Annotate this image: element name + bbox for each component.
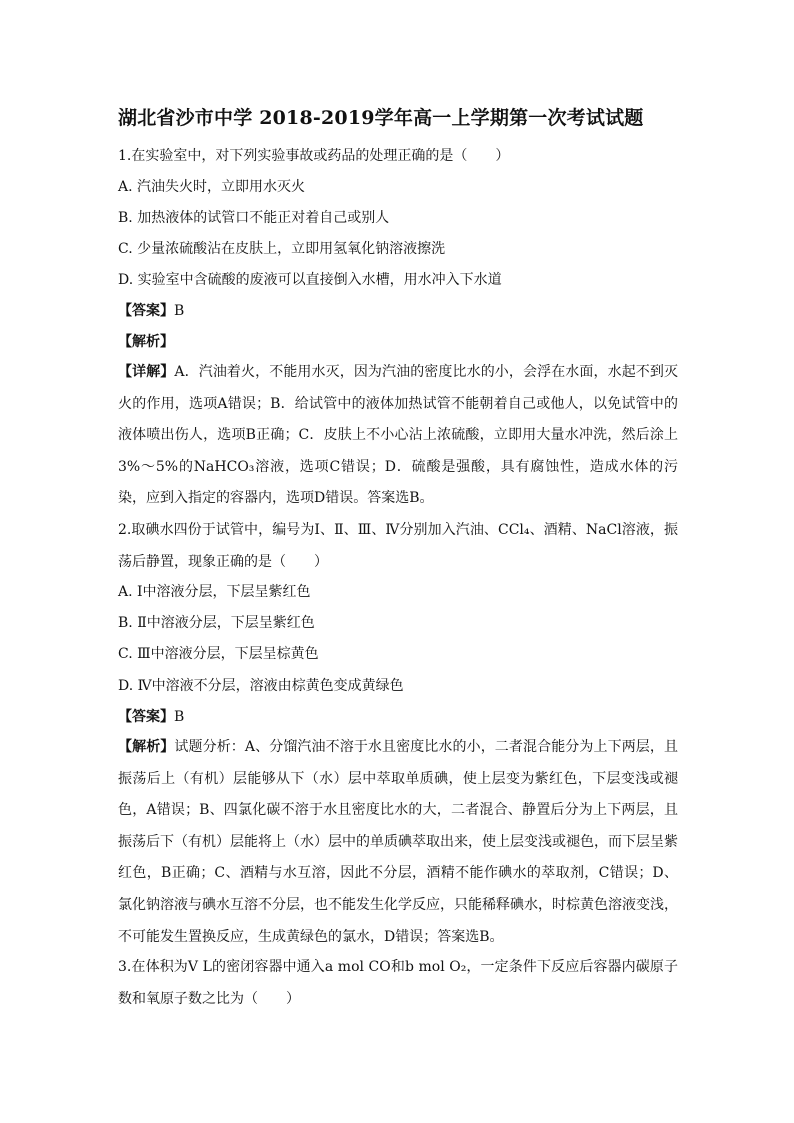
question-1-answer: [118, 301, 680, 321]
question-2-option-d: D. Ⅳ中溶液不分层，溶液由棕黄色变成黄绿色: [118, 678, 404, 694]
question-3-stem: 3.在体积为V L的密闭容器中通入a mol CO和b mol O₂，一定条件下反应后容器内碳原子数和氧原子数之比为（ ）: [118, 959, 678, 1007]
question-2-option-a: A. Ⅰ中溶液分层，下层呈紫红色: [118, 584, 311, 600]
question-2-analysis: [118, 732, 678, 953]
answer-value: B: [174, 709, 185, 725]
question-1-option-d: D. 实验室中含硫酸的废液可以直接倒入水槽，用水冲入下水道: [118, 272, 502, 288]
answer-label: 【答案】: [118, 303, 174, 319]
question-1-stem: 1.在实验室中，对下列实验事故或药品的处理正确的是（ ）: [118, 148, 510, 164]
question-2-answer: [118, 707, 680, 727]
question-1-option-c: C. 少量浓硫酸沾在皮肤上，立即用氢氧化钠溶液擦洗: [118, 241, 446, 257]
answer-value: B: [174, 303, 185, 319]
question-2-option-b: B. Ⅱ中溶液分层，下层呈紫红色: [118, 615, 315, 631]
question-1-analysis-label: [118, 332, 680, 352]
answer-label: 【答案】: [118, 709, 174, 725]
question-1-option-a: A. 汽油失火时，立即用水灭火: [118, 179, 306, 195]
question-2-option-c: C. Ⅲ中溶液分层，下层呈棕黄色: [118, 646, 319, 662]
detail-label: 【详解】: [118, 364, 175, 380]
page-title: 湖北省沙市中学 2018-2019学年高一上学期第一次考试试题: [118, 107, 644, 129]
analysis-label: 【解析】: [118, 334, 174, 350]
question-1-detail: [118, 357, 678, 515]
analysis-label: 【解析】: [118, 739, 175, 755]
question-2-stem: 2.取碘水四份于试管中，编号为Ⅰ、Ⅱ、Ⅲ、Ⅳ分别加入汽油、CCl₄、酒精、NaCl溶液，振荡后静置，现象正确的是（ ）: [118, 522, 678, 570]
question-1-option-b: B. 加热液体的试管口不能正对着自己或别人: [118, 210, 390, 226]
analysis-text: 试题分析：A、分馏汽油不溶于水且密度比水的小，二者混合能分为上下两层，且振荡后上（有机）层能够从下（水）层中萃取单质碘，使上层变为紫红色，下层变浅或褪色，A错误；B、四氯化碳不溶于水且密度比水的大，二者混合、静置后分为上下两层，且振荡后下（有机）层能将上（水）层中的单质碘萃取出来，使上层变浅或褪色，而下层呈紫红色，B正确；C、酒精与水互溶，因此不分层，酒精不能作碘水的萃取剂，C错误；D、氯化钠溶液与碘水互溶不分层，也不能发生化学反应，只能稀释碘水，时棕黄色溶液变浅，不可能发生置换反应，生成黄绿色的氯水，D错误；答案选B。: [118, 739, 679, 945]
detail-text: A．汽油着火，不能用水灭，因为汽油的密度比水的小，会浮在水面，水起不到灭火的作用，选项A错误；B．给试管中的液体加热试管不能朝着自己或他人，以免试管中的液体喷出伤人，选项B正确；C．皮肤上不小心沾上浓硫酸，立即用大量水冲洗，然后涂上3%～5%的NaHCO₃溶液，选项C错误；D．硫酸是强酸，具有腐蚀性，造成水体的污染，应到入指定的容器内，选项D错误。答案选B。: [118, 364, 679, 507]
